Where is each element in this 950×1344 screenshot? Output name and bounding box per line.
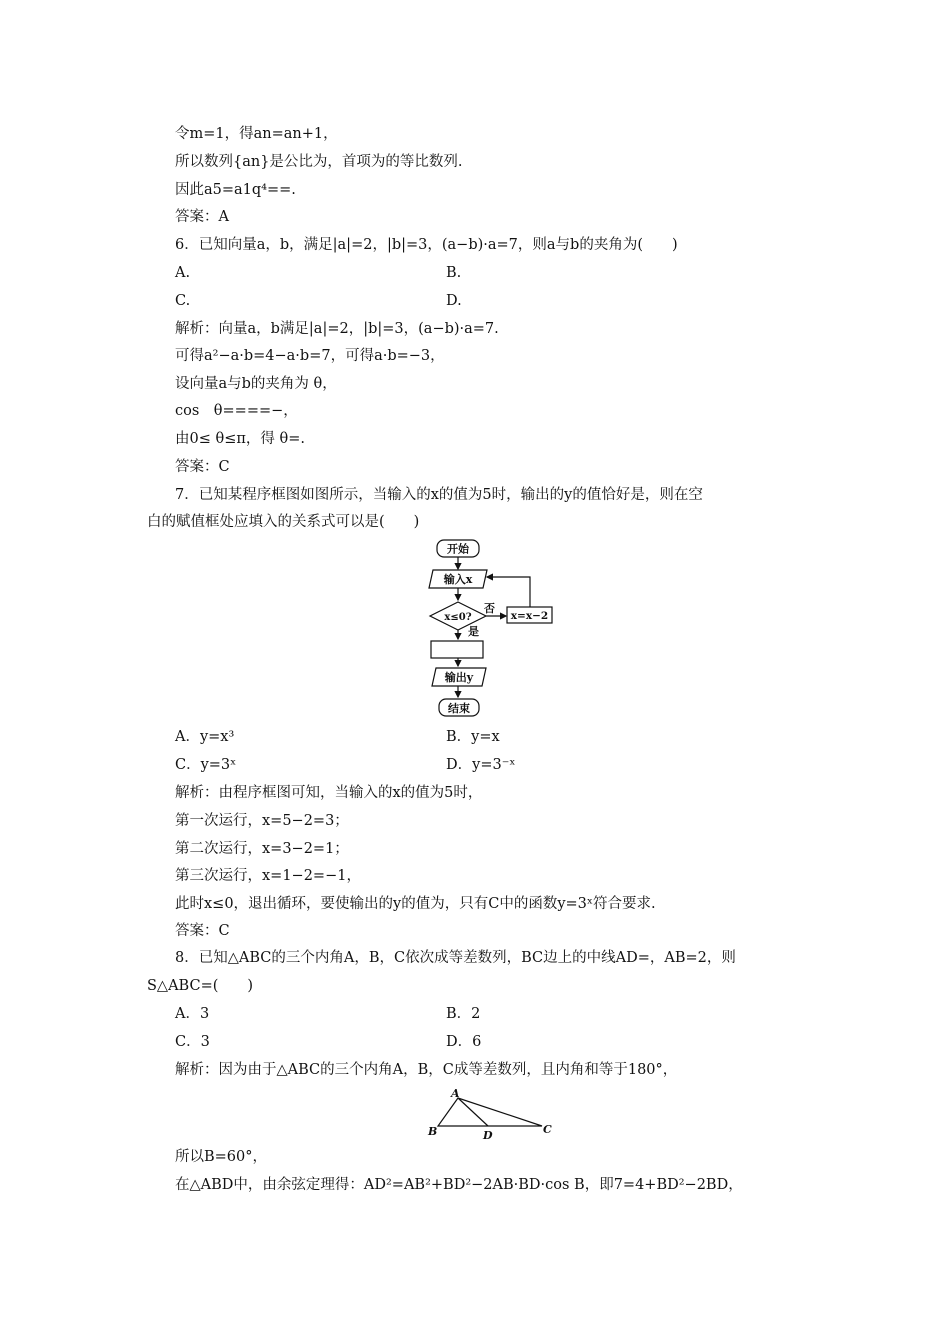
vertex-b-label: B xyxy=(428,1125,438,1138)
q6-option-a: A. xyxy=(175,265,191,281)
line-l3: 因此a5=a1q⁴==. xyxy=(175,182,296,198)
triangle-diagram xyxy=(420,1088,560,1144)
question-8-line-1: 8．已知△ABC的三个内角A，B，C依次成等差数列，BC边上的中线AD=，AB=2，则 xyxy=(175,950,736,966)
q7-option-c: C．y=3ˣ xyxy=(175,757,237,773)
vertex-a-label: A xyxy=(451,1088,460,1100)
q7-solution-3: 第二次运行，x=3−2=1； xyxy=(175,841,349,857)
q6-solution-4: cos θ====−， xyxy=(175,403,298,419)
q8-solution-3: 在△ABD中，由余弦定理得：AD²=AB²+BD²−2AB·BD·cos B，即7=4+BD²−2BD， xyxy=(175,1177,743,1193)
triangle-abc xyxy=(438,1098,542,1126)
flow-cond-label: x≤0? xyxy=(444,612,472,623)
q7-solution-1: 解析：由程序框图可知，当输入的x的值为5时， xyxy=(175,785,483,801)
q7-solution-5: 此时x≤0，退出循环，要使输出的y的值为，只有C中的函数y=3ˣ符合要求. xyxy=(175,896,656,912)
flow-start-label: 开始 xyxy=(447,542,469,556)
q8-option-c: C．3 xyxy=(175,1034,210,1050)
flow-input-label: 输入x xyxy=(443,573,473,586)
flow-end-label: 结束 xyxy=(448,702,470,715)
flowchart-diagram xyxy=(420,536,570,722)
vertex-c-label: C xyxy=(543,1123,552,1136)
flow-no-label: 否 xyxy=(484,602,495,615)
question-7-line-2: 白的赋值框处应填入的关系式可以是( ) xyxy=(147,514,420,530)
answer-6: 答案：C xyxy=(175,459,230,475)
q7-option-b: B．y=x xyxy=(446,729,500,745)
q7-option-d: D．y=3⁻ˣ xyxy=(446,757,516,773)
q6-option-b: B. xyxy=(446,265,462,281)
question-7-line-1: 7．已知某程序框图如图所示，当输入的x的值为5时，输出的y的值恰好是，则在空 xyxy=(175,487,703,503)
q8-option-a: A．3 xyxy=(175,1006,210,1022)
flow-output-label: 输出y xyxy=(444,671,474,684)
q6-solution-5: 由0≤ θ≤π，得 θ=. xyxy=(175,431,305,447)
flow-assign-box xyxy=(431,641,483,658)
median-ad xyxy=(458,1098,488,1126)
q7-solution-2: 第一次运行，x=5−2=3； xyxy=(175,813,349,829)
q6-solution-2: 可得a²−a·b=4−a·b=7，可得a·b=−3， xyxy=(175,348,445,364)
q8-solution-1: 解析：因为由于△ABC的三个内角A，B，C成等差数列，且内角和等于180°， xyxy=(175,1062,678,1078)
q6-option-c: C. xyxy=(175,293,191,309)
answer-7: 答案：C xyxy=(175,923,230,939)
q8-option-d: D．6 xyxy=(446,1034,482,1050)
question-8-line-2: S△ABC=( ) xyxy=(147,978,254,994)
q8-solution-2: 所以B=60°， xyxy=(175,1149,268,1165)
q6-option-d: D. xyxy=(446,293,462,309)
q6-solution-1: 解析：向量a，b满足|a|=2，|b|=3，(a−b)·a=7. xyxy=(175,321,499,337)
q7-solution-4: 第三次运行，x=1−2=−1， xyxy=(175,868,361,884)
q7-option-a: A．y=x³ xyxy=(175,729,235,745)
line-l1: 令m=1，得an=an+1， xyxy=(175,126,338,142)
point-d-label: D xyxy=(483,1129,493,1142)
flow-yes-label: 是 xyxy=(468,625,479,638)
flow-update-label: x=x−2 xyxy=(510,610,549,622)
question-6: 6．已知向量a，b，满足|a|=2，|b|=3，(a−b)·a=7，则a与b的夹角为( ) xyxy=(175,237,678,253)
line-l2: 所以数列{an}是公比为，首项为的等比数列. xyxy=(175,154,463,170)
answer-5: 答案：A xyxy=(175,209,229,225)
q6-solution-3: 设向量a与b的夹角为 θ， xyxy=(175,376,337,392)
q8-option-b: B．2 xyxy=(446,1006,481,1022)
